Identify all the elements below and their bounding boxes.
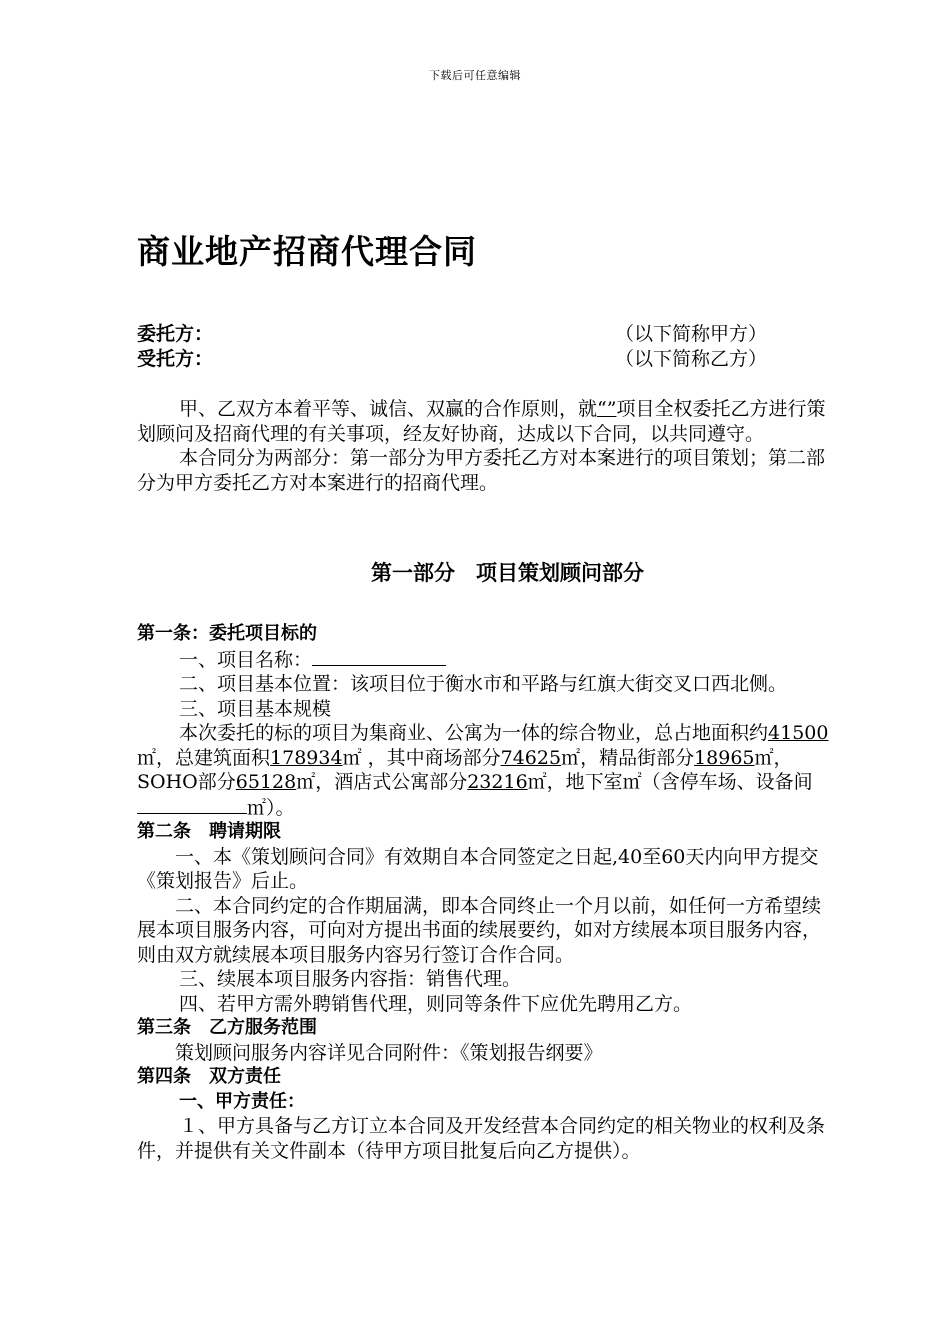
mall-area-value: 74625 bbox=[500, 746, 562, 769]
scale-text-a: 本次委托的标的项目为集商业、公寓为一体的综合物业，总占地面积约 bbox=[179, 722, 769, 744]
article-1-title: 第一条：委托项目标的 bbox=[137, 623, 317, 644]
part-one-heading: 第一部分 项目策划顾问部分 bbox=[371, 561, 644, 585]
intro-p1-end: 项目全权委托乙方进行策划顾问及招商代理的有关事项，经友好协商，达成以下合同，以共同遵守。 bbox=[137, 398, 826, 445]
intro-paragraph-2: 本合同分为两部分：第一部分为甲方委托乙方对本案进行的项目策划；第二部分为甲方委托乙方对本案进行的招商代理。 bbox=[137, 447, 826, 494]
article-3-title: 第三条 乙方服务范围 bbox=[137, 1017, 317, 1038]
document-title: 商业地产招商代理合同 bbox=[137, 232, 477, 271]
party-b-note: （以下简称乙方） bbox=[615, 348, 768, 370]
gross-area-value: 178934 bbox=[270, 746, 343, 769]
basement-area-blank bbox=[137, 795, 247, 814]
article-1-item-3: 三、项目基本规模 bbox=[179, 697, 332, 720]
intro-p1-start: 甲、乙双方本着平等、诚信、双赢的合作原则，就 bbox=[179, 398, 598, 420]
project-name-blank bbox=[312, 647, 446, 666]
scale-text-e: ㎡，SOHO部分 bbox=[137, 746, 793, 793]
party-b-label: 受托方： bbox=[137, 348, 214, 370]
intro-section bbox=[137, 397, 837, 495]
article-2-paragraph-2: 二、本合同约定的合作期届满，即本合同终止一个月以前，如任何一方希望续展本项目服务内容，可向对方提出书面的续展要约，如对方续展本项目服务内容，则由双方就续展本项目服务内容另行签订合作合同。 bbox=[137, 894, 822, 966]
article-2-paragraph-1: 一、本《策划顾问合同》有效期自本合同签定之日起,40至60天内向甲方提交《策划报告》后止。 bbox=[137, 845, 819, 892]
article-1-item-1 bbox=[137, 647, 837, 673]
scale-text-c: ㎡ ，其中商场部分 bbox=[342, 746, 501, 769]
scale-text-b: ，总建筑面积 bbox=[156, 746, 271, 769]
header-note: 下载后可任意编辑 bbox=[429, 69, 521, 82]
scale-text-h: ㎡）。 bbox=[247, 796, 295, 819]
article-2-paragraph-4: 四、若甲方需外聘销售代理，则同等条件下应优先聘用乙方。 bbox=[179, 992, 693, 1015]
article-2-paragraph-3: 三、续展本项目服务内容指：销售代理。 bbox=[179, 968, 522, 990]
article-4-paragraph-1: １、甲方具备与乙方订立本合同及开发经营本合同约定的相关物业的权利及条件，并提供有关文件副本（待甲方项目批复后向乙方提供）。 bbox=[137, 1115, 826, 1162]
article-4-subheading-1: 一、甲方责任： bbox=[179, 1090, 305, 1112]
intro-paragraph-1 bbox=[137, 397, 837, 446]
party-a-line bbox=[137, 322, 797, 346]
party-a-label: 委托方： bbox=[137, 323, 214, 345]
scale-text-d: ㎡，精品街部分 bbox=[561, 746, 695, 769]
unit-sqm: ㎡ bbox=[137, 746, 157, 769]
contract-articles bbox=[137, 622, 837, 1163]
article-1-item-2: 二、项目基本位置：该项目位于衡水市和平路与红旗大街交叉口西北侧。 bbox=[179, 673, 788, 695]
article-2-title: 第二条 聘请期限 bbox=[137, 821, 281, 842]
scale-text-g: ㎡，地下室㎡（含停车场、设备间 bbox=[527, 771, 813, 793]
article-4-title: 第四条 双方责任 bbox=[137, 1066, 281, 1087]
article-3-paragraph-1: 策划顾问服务内容详见合同附件：《策划报告纲要》 bbox=[175, 1041, 603, 1064]
scale-text-f: ㎡，酒店式公寓部分 bbox=[296, 771, 468, 793]
article-1-scale-paragraph bbox=[137, 721, 837, 820]
project-name-label: 一、项目名称： bbox=[179, 648, 313, 671]
land-area-value: 41500 bbox=[768, 722, 829, 744]
party-b-line bbox=[137, 347, 797, 371]
street-area-value: 18965 bbox=[694, 746, 755, 769]
party-a-note: （以下简称甲方） bbox=[615, 323, 768, 345]
project-name-quote: “” bbox=[597, 398, 617, 420]
hotel-area-value: 23216 bbox=[467, 771, 528, 793]
soho-area-value: 65128 bbox=[235, 771, 297, 793]
